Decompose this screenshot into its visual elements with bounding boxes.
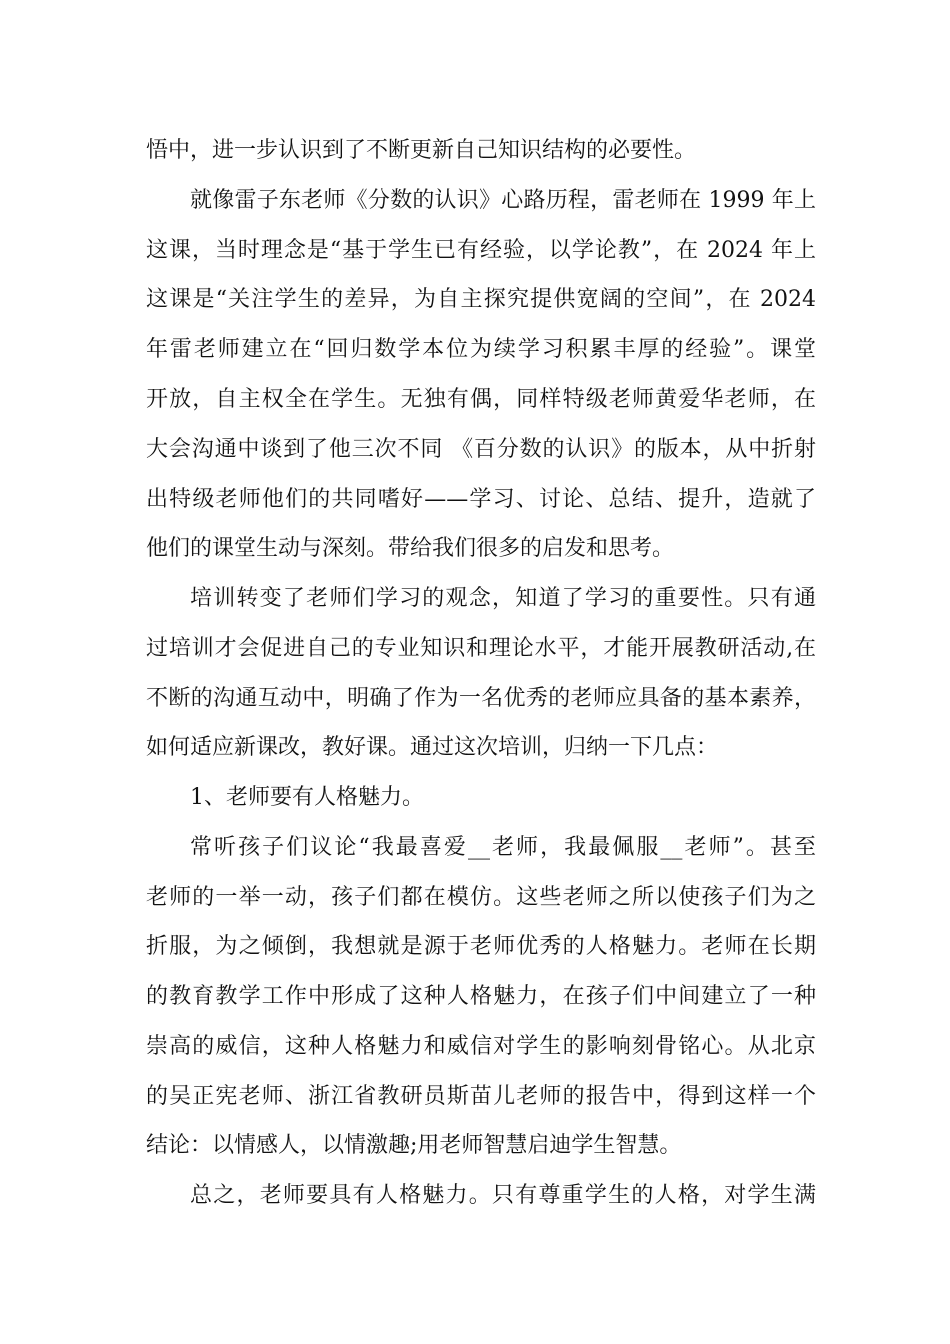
- text-line-19: 崇高的威信，这种人格魅力和威信对学生的影响刻骨铭心。从北京: [146, 1034, 816, 1059]
- text-line-21: 结论：以情感人，以情激趣;用老师智慧启迪学生智慧。: [146, 1133, 682, 1158]
- text-line-6: 开放，自主权全在学生。无独有偶，同样特级老师黄爱华老师，在: [146, 387, 816, 412]
- text-line-11: 过培训才会促进自己的专业知识和理论水平，才能开展教研活动,在: [146, 636, 816, 661]
- text-line-9: 他们的课堂生动与深刻。带给我们很多的启发和思考。: [146, 536, 675, 561]
- text-line-15: 常听孩子们议论“我最喜爱__老师，我最佩服__老师”。甚至: [190, 835, 816, 860]
- text-line-12: 不断的沟通互动中，明确了作为一名优秀的老师应具备的基本素养，: [146, 686, 816, 711]
- text-line-16: 老师的一举一动，孩子们都在模仿。这些老师之所以使孩子们为之: [146, 885, 816, 910]
- text-line-13: 如何适应新课改，教好课。通过这次培训，归纳一下几点：: [146, 735, 719, 760]
- text-line-8: 出特级老师他们的共同嗜好——学习、讨论、总结、提升，造就了: [146, 487, 816, 512]
- text-line-4: 这课是“关注学生的差异，为自主探究提供宽阔的空间”，在 2024: [146, 287, 816, 312]
- text-line-7: 大会沟通中谈到了他三次不同 《百分数的认识》的版本，从中折射: [146, 437, 816, 462]
- text-line-3: 这课，当时理念是“基于学生已有经验，以学论教”，在 2024 年上: [146, 238, 816, 263]
- text-line-5: 年雷老师建立在“回归数学本位为续学习积累丰厚的经验”。课堂: [146, 337, 816, 362]
- list-heading-1: 1、老师要有人格魅力。: [190, 785, 424, 810]
- text-line-20: 的吴正宪老师、浙江省教研员斯苗儿老师的报告中，得到这样一个: [146, 1084, 816, 1109]
- text-line-2: 就像雷子东老师《分数的认识》心路历程，雷老师在 1999 年上: [190, 188, 816, 213]
- text-line-22: 总之，老师要具有人格魅力。只有尊重学生的人格，对学生满: [190, 1183, 816, 1208]
- text-line-18: 的教育教学工作中形成了这种人格魅力，在孩子们中间建立了一种: [146, 984, 816, 1009]
- text-line-1: 悟中，进一步认识到了不断更新自己知识结构的必要性。: [146, 138, 697, 163]
- text-line-10: 培训转变了老师们学习的观念，知道了学习的重要性。只有通: [190, 586, 816, 611]
- text-line-17: 折服，为之倾倒，我想就是源于老师优秀的人格魅力。老师在长期: [146, 934, 816, 959]
